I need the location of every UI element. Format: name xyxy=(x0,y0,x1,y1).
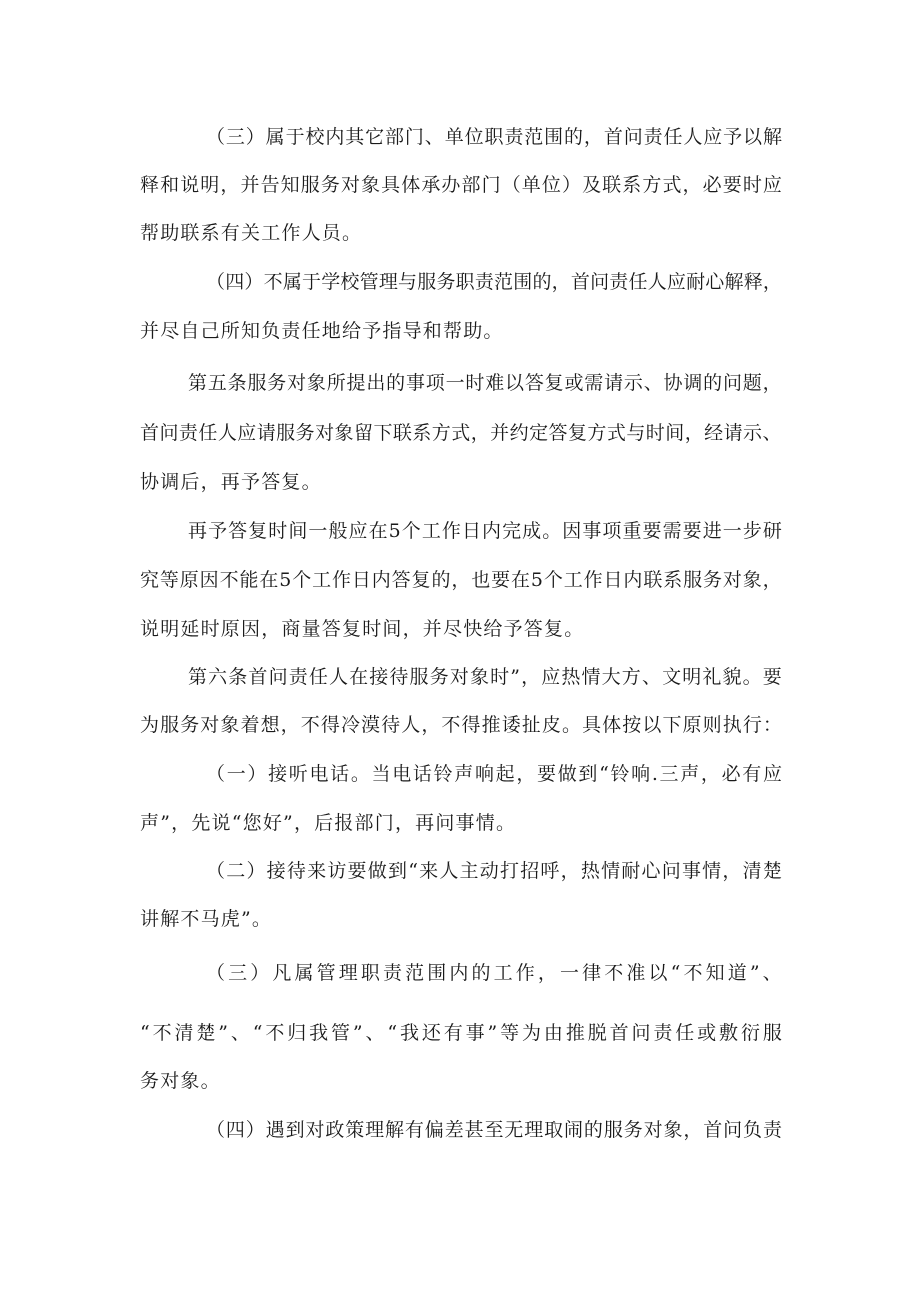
paragraph-line: （ 二 ） 接 待 来 访 要 做 到 “ 来 人 主 动 打 招 呼 ， 热 情 耐 心 问 事 情 ， 清 楚 xyxy=(206,860,782,882)
paragraph-line: 释 和 说 明 ， 并 告 知 服 务 对 象 具 体 承 办 部 门 （ 单 位 ） 及 联 系 方 式 ， 必 要 时 应 xyxy=(140,174,782,196)
paragraph-line: “ 不 清 楚 ” 、 “ 不 归 我 管 ” 、 “ 我 还 有 事 ” 等 为 由 推 脱 首 问 责 任 或 敷 衍 服 xyxy=(140,1022,782,1044)
paragraph-line: （ 四 ） 不 属 于 学 校 管 理 与 服 务 职 责 范 围 的 ， 首 问 责 任 人 应 耐 心 解 释 ， xyxy=(206,271,782,293)
paragraph-line: （ 四 ） 遇 到 对 政 策 理 解 有 偏 差 甚 至 无 理 取 闹 的 服 务 对 象 ， 首 问 负 责 xyxy=(206,1119,782,1141)
paragraph-line: 为 服 务 对 象 着 想 ， 不 得 冷 漠 待 人 ， 不 得 推 诿 扯 皮 。 具 体 按 以 下 原 则 执 行 ： xyxy=(140,714,782,736)
paragraph-line: 讲解不马虎”。 xyxy=(140,908,273,930)
paragraph-line: 第 五 条 服 务 对 象 所 提 出 的 事 项 一 时 难 以 答 复 或 需 请 示 、 协 调 的 问 题 ， xyxy=(188,372,782,394)
paragraph-line: （ 三 ） 属 于 校 内 其 它 部 门 、 单 位 职 责 范 围 的 ， 首 问 责 任 人 应 予 以 解 xyxy=(206,126,782,148)
paragraph-line: 说明延时原因，商量答复时间，并尽快给予答复。 xyxy=(140,618,585,640)
paragraph-line: 并尽自己所知负责任地给予指导和帮助。 xyxy=(140,320,504,342)
paragraph-line: 协调后，再予答复。 xyxy=(140,471,322,493)
paragraph-line: 帮助联系有关工作人员。 xyxy=(140,222,363,244)
paragraph-line: 务对象。 xyxy=(140,1070,221,1092)
paragraph-line: 首 问 责 任 人 应 请 服 务 对 象 留 下 联 系 方 式 ， 并 约 定 答 复 方 式 与 时 间 ， 经 请 示 、 xyxy=(140,422,782,444)
paragraph-line: （ 三 ） 凡 属 管 理 职 责 范 围 内 的 工 作 ， 一 律 不 准 以 “ 不 知 道 ” 、 xyxy=(206,962,782,984)
paragraph-line: 再 予 答 复 时 间 一 般 应 在 5 个 工 作 日 内 完 成 。 因 事 项 重 要 需 要 进 一 步 研 xyxy=(188,520,782,542)
paragraph-line: 声”，先说“您好”，后报部门，再问事情。 xyxy=(140,812,517,834)
paragraph-line: 究 等 原 因 不 能 在 5 个 工 作 日 内 答 复 的 ， 也 要 在 5 个 工 作 日 内 联 系 服 务 对 象 ， xyxy=(140,569,782,591)
paragraph-line: 第 六 条 首 问 责 任 人 在 接 待 服 务 对 象 时 ” ， 应 热 情 大 方 、 文 明 礼 貌 。 要 xyxy=(188,666,782,688)
paragraph-line: （ 一 ） 接 听 电 话 。 当 电 话 铃 声 响 起 ， 要 做 到 “ 铃 响 . 三 声 ， 必 有 应 xyxy=(206,763,782,785)
